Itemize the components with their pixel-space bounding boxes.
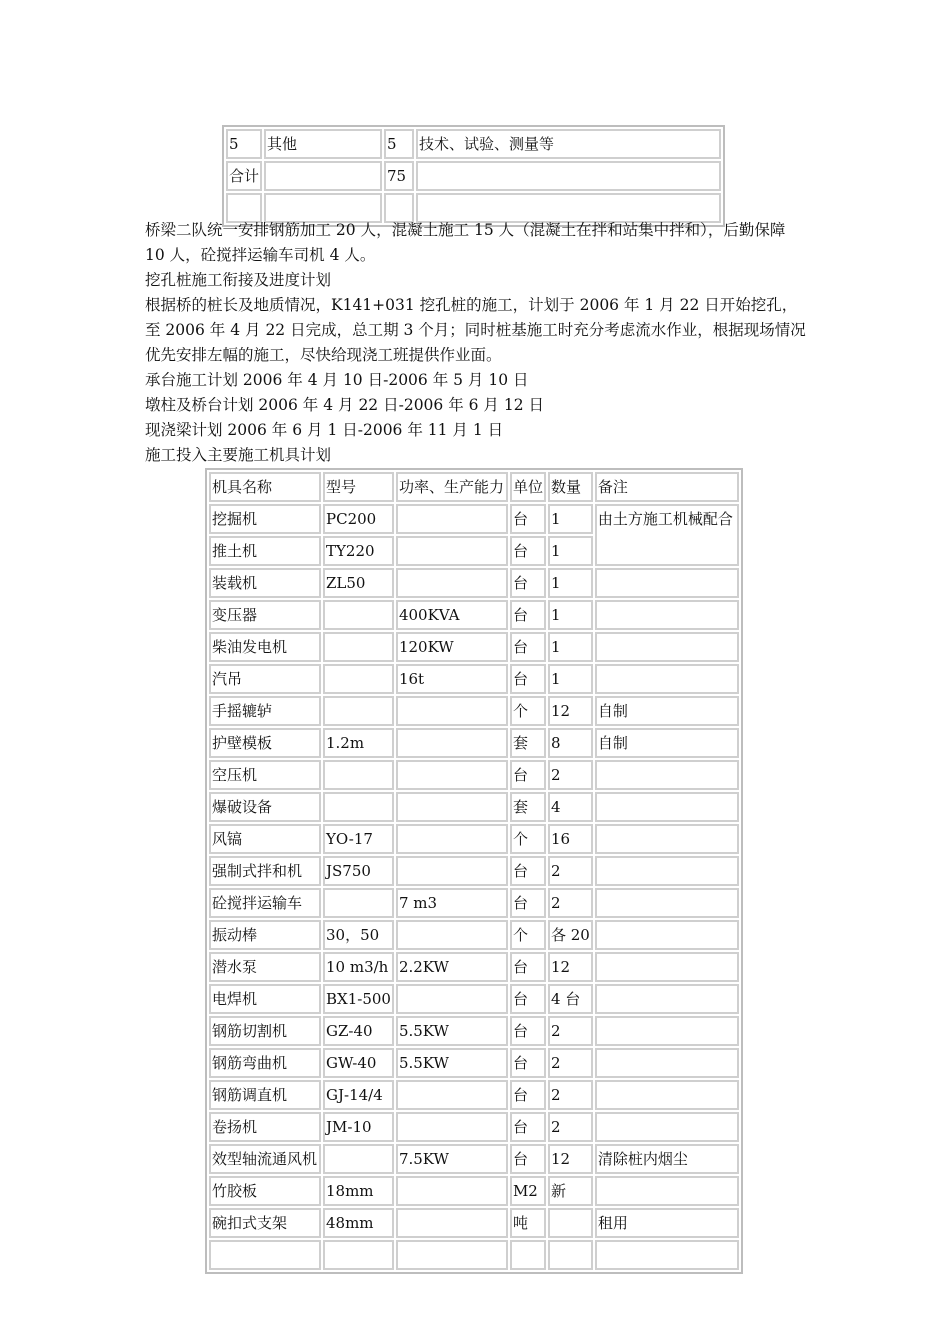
equipment-table-cell: 台 [510,664,546,694]
equipment-table-row [209,1112,739,1142]
equipment-table-cell: 强制式拌和机 [209,856,321,886]
equipment-table-cell [595,1176,739,1206]
equipment-table-cell: 4 [548,792,593,822]
equipment-table-cell [548,1208,593,1238]
staff-table-cell [416,161,721,191]
equipment-table-cell: 爆破设备 [209,792,321,822]
equipment-table-cell [323,632,394,662]
equipment-table-row [209,792,739,822]
pier-schedule-line: 墩柱及桥台计划 2006 年 4 月 22 日-2006 年 6 月 12 日 [145,396,544,414]
section-heading-pile-schedule: 挖孔桩施工衔接及进度计划 [145,271,332,289]
cap-schedule-line: 承台施工计划 2006 年 4 月 10 日-2006 年 5 月 10 日 [145,371,529,389]
equipment-table-cell: 自制 [595,696,739,726]
equipment-table-cell [396,728,508,758]
staff-table-cell: 5 [384,129,414,159]
equipment-table-row [209,984,739,1014]
equipment-table-cell: 台 [510,1144,546,1174]
equipment-table-cell: 2.2KW [396,952,508,982]
equipment-table-cell [510,1240,546,1270]
equipment-table-cell: 2 [548,1080,593,1110]
equipment-table-cell: 4 台 [548,984,593,1014]
equipment-table-cell: 8 [548,728,593,758]
equipment-table-cell [548,1240,593,1270]
equipment-table-row [209,600,739,630]
equipment-table-cell: 5.5KW [396,1048,508,1078]
equipment-table-row [209,568,739,598]
equipment-table-cell: 台 [510,1048,546,1078]
equipment-table-row [209,504,739,534]
equipment-table-cell [396,1080,508,1110]
equipment-table-cell: 台 [510,1112,546,1142]
equipment-table-cell [396,568,508,598]
equipment-table-cell [595,1080,739,1110]
staff-table-cell [264,161,382,191]
equipment-table-cell [595,920,739,950]
equipment-table-cell [595,1016,739,1046]
staffing-paragraph: 桥梁二队统一安排钢筋加工 20 人，混凝土施工 15 人（混凝土在拌和站集中拌和），后勤保障 10 人，砼搅拌运输车司机 4 人。 [145,221,786,264]
equipment-table-cell [323,760,394,790]
pile-schedule-paragraph: 根据桥的桩长及地质情况，K141+031 挖孔桩的施工，计划于 2006 年 1 月 22 日开始挖孔，至 2006 年 4 月 22 日完成，总工期 3 个月；同时桩基施工时充分考虑流水作业，根据现场情况优先安排左幅的施工，尽快给现浇工班提供作业面。 [145,296,806,364]
equipment-table-cell: JS750 [323,856,394,886]
equipment-table-cell: 砼搅拌运输车 [209,888,321,918]
equipment-table-cell [595,952,739,982]
equipment-table-cell: 吨 [510,1208,546,1238]
equipment-table-cell [595,888,739,918]
equipment-table-cell: 台 [510,568,546,598]
equipment-table-cell: TY220 [323,536,394,566]
equipment-table-row [209,856,739,886]
equipment-table-row [209,760,739,790]
equipment-table-cell [595,856,739,886]
equipment-table-cell: 钢筋切割机 [209,1016,321,1046]
equipment-table-cell: 挖掘机 [209,504,321,534]
equipment-table-cell: JM-10 [323,1112,394,1142]
header-quantity: 数量 [548,472,593,502]
equipment-table-row [209,664,739,694]
equipment-table-row [209,1240,739,1270]
equipment-table-cell: GJ-14/4 [323,1080,394,1110]
equipment-table-header [209,472,739,502]
equipment-table-cell [595,984,739,1014]
equipment-table-cell: 护壁模板 [209,728,321,758]
header-unit: 单位 [510,472,546,502]
equipment-table-cell: 装载机 [209,568,321,598]
equipment-table-cell: 48mm [323,1208,394,1238]
header-capacity: 功率、生产能力 [396,472,508,502]
equipment-table-cell: 竹胶板 [209,1176,321,1206]
equipment-table-cell: 1 [548,664,593,694]
equipment-table-cell [396,760,508,790]
equipment-table-cell: 2 [548,760,593,790]
equipment-table-cell [396,856,508,886]
equipment-table-cell [595,760,739,790]
equipment-table-row [209,952,739,982]
equipment-table-cell [396,1112,508,1142]
equipment-table-cell [396,792,508,822]
equipment-table-cell [396,824,508,854]
equipment-table-cell: 2 [548,1112,593,1142]
equipment-table-cell: BX1-500 [323,984,394,1014]
equipment-table-cell [323,696,394,726]
equipment-table-cell [595,1240,739,1270]
equipment-table-cell: 清除桩内烟尘 [595,1144,739,1174]
equipment-table-cell: 台 [510,856,546,886]
equipment-table-cell: 风镐 [209,824,321,854]
equipment-table-cell [209,1240,321,1270]
equipment-table-row [209,1176,739,1206]
equipment-table-cell: 1 [548,600,593,630]
equipment-table-cell [396,984,508,1014]
equipment-table-cell [595,792,739,822]
equipment-table-cell [396,536,508,566]
equipment-table-cell: 台 [510,888,546,918]
equipment-table-row [209,824,739,854]
equipment-table-cell: 2 [548,888,593,918]
equipment-table-cell: 个 [510,920,546,950]
staff-table-cell: 技术、试验、测量等 [416,129,721,159]
equipment-table-cell [396,1240,508,1270]
equipment-table-cell: 10 m3/h [323,952,394,982]
equipment-table-cell: 空压机 [209,760,321,790]
equipment-table-cell: 电焊机 [209,984,321,1014]
equipment-table-cell: 2 [548,1048,593,1078]
equipment-table-cell: 1 [548,568,593,598]
equipment-table-cell [323,1144,394,1174]
equipment-table-cell: M2 [510,1176,546,1206]
equipment-table-cell: 台 [510,984,546,1014]
equipment-table-cell [595,568,739,598]
equipment-table-cell: 12 [548,1144,593,1174]
equipment-table-cell: 效型轴流通风机 [209,1144,321,1174]
equipment-table-cell: 台 [510,600,546,630]
equipment-table-cell: 400KVA [396,600,508,630]
equipment-table-cell [396,1208,508,1238]
staff-table-cell: 合计 [226,161,262,191]
equipment-table-cell: 16t [396,664,508,694]
equipment-table-cell: 1 [548,632,593,662]
equipment-table-cell: 2 [548,856,593,886]
equipment-table-cell: 自制 [595,728,739,758]
equipment-table [205,468,743,1274]
equipment-table-cell [595,824,739,854]
equipment-table-row [209,888,739,918]
equipment-table-cell: 7 m3 [396,888,508,918]
equipment-plan-heading: 施工投入主要施工机具计划 [145,446,332,464]
equipment-table-row [209,1048,739,1078]
equipment-table-cell: 碗扣式支架 [209,1208,321,1238]
equipment-table-row [209,1144,739,1174]
equipment-table-row [209,920,739,950]
note-cell-merged: 由土方施工机械配合 [595,504,739,566]
staff-table-row [226,161,721,191]
equipment-table-cell [323,888,394,918]
equipment-table-cell [396,1176,508,1206]
equipment-table-cell: 新 [548,1176,593,1206]
equipment-table-cell: 台 [510,632,546,662]
equipment-table-cell: 卷扬机 [209,1112,321,1142]
equipment-table-cell: 30，50 [323,920,394,950]
equipment-table-cell: 套 [510,792,546,822]
equipment-table-cell: GZ-40 [323,1016,394,1046]
staff-table-cell: 5 [226,129,262,159]
equipment-table-cell [595,632,739,662]
equipment-table-cell: 台 [510,1016,546,1046]
equipment-table-cell: 1 [548,504,593,534]
equipment-table-cell: 柴油发电机 [209,632,321,662]
equipment-table-cell: 12 [548,952,593,982]
equipment-table-cell: 潜水泵 [209,952,321,982]
equipment-table-cell: 2 [548,1016,593,1046]
header-name: 机具名称 [209,472,321,502]
equipment-table-cell: 台 [510,760,546,790]
equipment-table-cell: 16 [548,824,593,854]
equipment-table-cell: 台 [510,952,546,982]
equipment-table-cell: GW-40 [323,1048,394,1078]
equipment-table-cell: 汽吊 [209,664,321,694]
staff-table-row [226,129,721,159]
equipment-table-cell: 7.5KW [396,1144,508,1174]
equipment-table-cell: 手摇辘轳 [209,696,321,726]
equipment-table-cell: 12 [548,696,593,726]
header-note: 备注 [595,472,739,502]
equipment-table-cell: 120KW [396,632,508,662]
equipment-table-cell [323,792,394,822]
equipment-table-row [209,1080,739,1110]
equipment-table-cell [396,504,508,534]
beam-schedule-line: 现浇梁计划 2006 年 6 月 1 日-2006 年 11 月 1 日 [145,421,504,439]
header-model: 型号 [323,472,394,502]
equipment-table-row [209,1016,739,1046]
equipment-table-cell: 租用 [595,1208,739,1238]
equipment-table-cell: 5.5KW [396,1016,508,1046]
equipment-table-cell: 各 20 [548,920,593,950]
equipment-table-row [209,728,739,758]
equipment-table-cell [595,1112,739,1142]
equipment-table-cell [595,664,739,694]
equipment-table-cell: 套 [510,728,546,758]
equipment-table-cell [595,1048,739,1078]
equipment-table-cell: 台 [510,536,546,566]
equipment-table-cell: 台 [510,1080,546,1110]
staff-table [222,125,725,227]
equipment-table-cell: 1 [548,536,593,566]
equipment-table-cell: 钢筋调直机 [209,1080,321,1110]
equipment-table-cell [595,600,739,630]
equipment-table-cell: 个 [510,696,546,726]
equipment-table-cell: 台 [510,504,546,534]
equipment-table-cell: YO-17 [323,824,394,854]
equipment-table-row [209,1208,739,1238]
equipment-table-row [209,632,739,662]
staff-table-cell: 其他 [264,129,382,159]
staff-table-cell: 75 [384,161,414,191]
equipment-table-cell: ZL50 [323,568,394,598]
equipment-table-cell: 18mm [323,1176,394,1206]
equipment-table-cell [323,664,394,694]
equipment-table-row [209,696,739,726]
equipment-table-cell: 个 [510,824,546,854]
equipment-table-cell [323,600,394,630]
equipment-table-cell: PC200 [323,504,394,534]
equipment-table-cell [396,920,508,950]
equipment-table-cell: 推土机 [209,536,321,566]
equipment-table-cell: 变压器 [209,600,321,630]
equipment-table-cell: 钢筋弯曲机 [209,1048,321,1078]
equipment-table-cell: 1.2m [323,728,394,758]
equipment-table-cell [396,696,508,726]
equipment-table-cell [323,1240,394,1270]
equipment-table-cell: 振动棒 [209,920,321,950]
